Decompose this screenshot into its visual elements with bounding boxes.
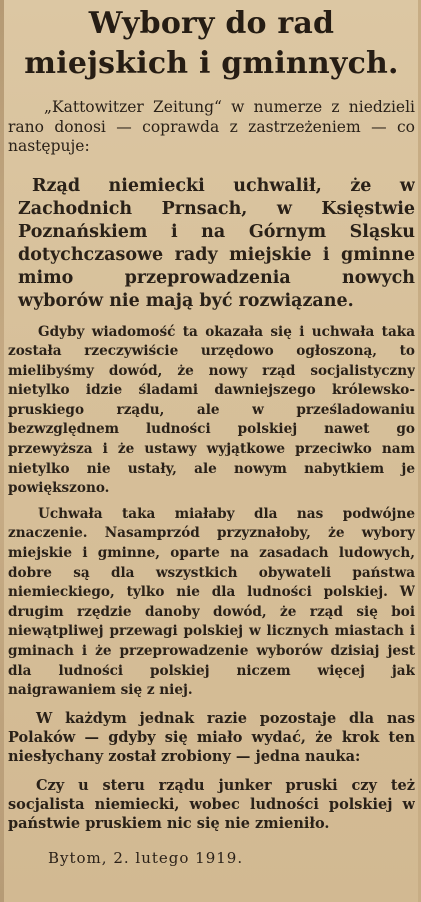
body-paragraph-1: Gdyby wiadomość ta okazała się i uchwała taka została rzeczywiście urzędowo ogłoszoną, to mielibyśmy dowód, że nowy rząd socjalistyczny nietylko idzie śladami dawniejszego królewsko-pruskiego rządu, ale w prześladowaniu bezwzględnem ludności polskiej nawet go przewyższa i że ustawy wyjątkowe przeciwko nam nietylko nie ustały, ale nowym nabytkiem je powiększono. [8, 323, 415, 497]
conclusion-paragraph: W każdym jednak razie pozostaje dla nas Polaków — gdyby się miało wydać, że krok ten niesłychany został zrobiony — jedna nauka: [8, 709, 415, 765]
intro-paragraph: „Kattowitzer Zeitung“ w numerze z niedzieli rano donosi — coprawda z zastrzeżeniem — co następuje: [8, 98, 415, 155]
lead-paragraph: Rząd niemiecki uchwalił, że w Zachodnich Prnsach, w Księstwie Poznańskiem i na Górnym Sląsku dotychczasowe rady miejskie i gminne mimo przeprowadzenia nowych wyborów nie mają być rozwiązane. [18, 175, 415, 311]
dateline: Bytom, 2. lutego 1919. [48, 848, 244, 867]
left-edge-shadow [0, 0, 4, 902]
article-title: Wybory do rad miejskich i gminnych. [24, 6, 399, 81]
closing-paragraph: Czy u steru rządu junker pruski czy też socjalista niemiecki, wobec ludności polskiej w państwie pruskiem nic się nie zmieniło. [8, 776, 415, 832]
body-paragraph-2: Uchwała taka miałaby dla nas podwójne znaczenie. Nasamprzód przyznałoby, że wybory miejskie i gminne, oparte na zasadach ludowych, dobre są dla wszystkich obywateli państwa niemieckiego, tylko nie dla ludności polskiej. W drugim rzędzie danoby dowód, że rząd się boi niewątpliwej przewagi polskiej w licznych miastach i gminach i że przeprowadzenie wyborów dzisiaj jest dla ludności polskiej niczem więcej jak naigrawaniem się z niej. [8, 505, 415, 699]
